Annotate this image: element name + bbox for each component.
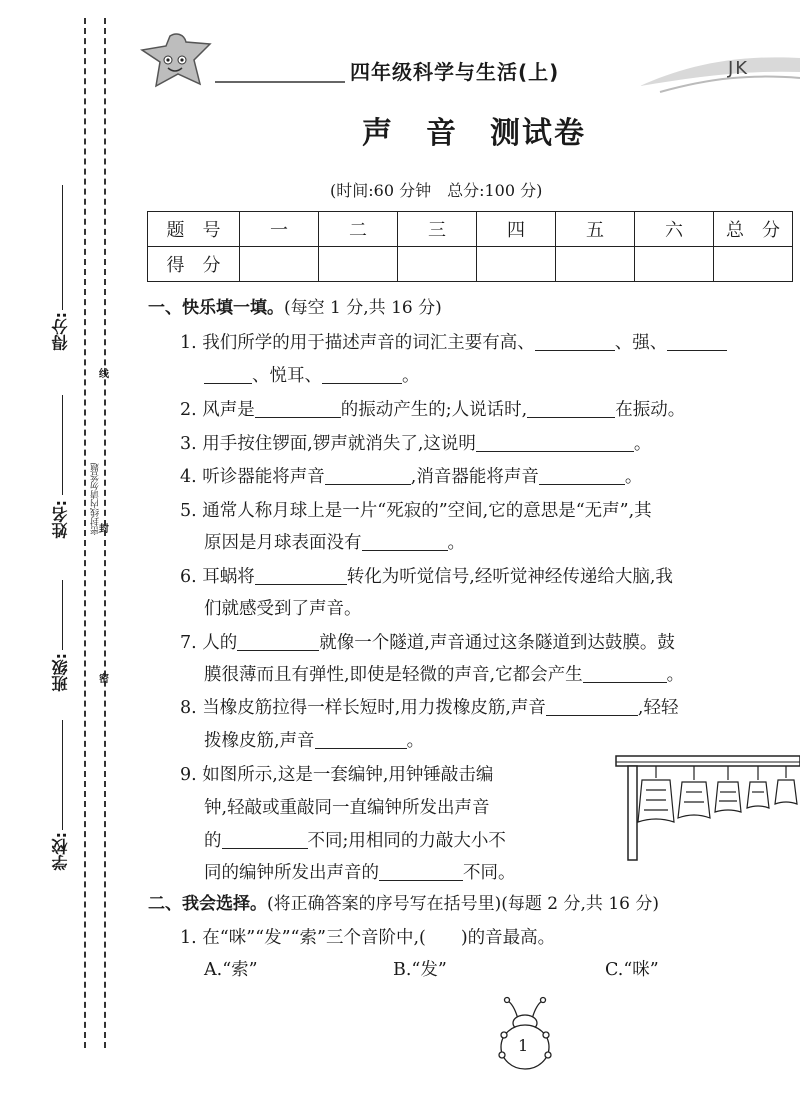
answer-blank[interactable] [535, 332, 615, 351]
question-line [180, 629, 675, 654]
seal-note: 密封线内请勿答题 [91, 463, 101, 535]
text: ,轻轻 [637, 698, 679, 718]
question-line [204, 661, 684, 686]
question-line [180, 396, 685, 421]
question-line [204, 827, 506, 852]
score-table [147, 211, 793, 282]
score-cell[interactable] [398, 247, 477, 282]
answer-blank[interactable] [379, 862, 463, 881]
col-header-total: 总 分 [714, 212, 793, 247]
question-line [180, 329, 727, 354]
answer-blank[interactable] [527, 399, 615, 418]
option-c[interactable]: C.“咪” [605, 960, 659, 980]
answer-blank[interactable] [237, 632, 319, 651]
text: 的振动产生的;人说话时, [340, 400, 528, 420]
score-cell[interactable] [635, 247, 714, 282]
text: 7. 人的 [180, 633, 238, 653]
score-cell[interactable] [319, 247, 398, 282]
question-line [180, 430, 651, 455]
edition-code: JK [728, 58, 750, 79]
question-line [180, 761, 493, 786]
score-cell[interactable] [477, 247, 556, 282]
text: 3. 用手按住锣面,锣声就消失了,这说明 [180, 434, 476, 454]
answer-blank[interactable] [539, 466, 625, 485]
section1-heading [148, 293, 442, 318]
table-row [148, 212, 793, 247]
text: 同的编钟所发出声音的 [204, 863, 379, 883]
text: 、强、 [614, 333, 668, 353]
answer-blank[interactable] [583, 664, 667, 683]
text: 的 [204, 831, 222, 851]
text: 不同。 [463, 863, 516, 883]
subject-title: 四年级科学与生活(上) [350, 60, 560, 84]
ladybug-icon [492, 995, 562, 1075]
class-write-line [62, 580, 63, 650]
col-header: 二 [319, 212, 398, 247]
text: 就像一个隧道,声音通过这条隧道到达鼓膜。鼓 [319, 633, 675, 653]
text: 4. 听诊器能将声音 [180, 467, 325, 487]
answer-blank[interactable] [315, 730, 407, 749]
table-row [148, 247, 793, 282]
text: 。 [666, 665, 685, 685]
option-b[interactable]: B.“发” [393, 960, 447, 980]
row-label-score: 得 分 [148, 247, 240, 282]
section2-note: (将正确答案的序号写在括号里)(每题 2 分,共 16 分) [267, 894, 659, 914]
answer-blank[interactable] [204, 365, 252, 384]
text: 。 [447, 533, 465, 553]
answer-blank[interactable] [255, 399, 341, 418]
text: ,消音器能将声音 [410, 467, 539, 487]
text: 膜很薄而且有弹性,即使是轻微的声音,它都会产生 [204, 665, 583, 685]
seal-char-seal: 封 [99, 524, 109, 535]
question-line [204, 362, 420, 387]
answer-blank[interactable] [222, 830, 308, 849]
answer-blank[interactable] [667, 332, 727, 351]
text: 转化为听觉信号,经听觉神经传递给大脑,我 [346, 567, 673, 587]
section2-heading [148, 889, 659, 914]
text: 1. 我们所学的用于描述声音的词汇主要有高、 [180, 333, 535, 353]
star-mascot-icon [140, 30, 230, 100]
text: 。 [633, 434, 652, 454]
school-write-line [62, 720, 63, 830]
answer-blank[interactable] [476, 433, 634, 452]
option-a[interactable]: A.“索” [204, 960, 258, 980]
header-swoosh [640, 48, 800, 98]
header-underline-left [215, 76, 345, 88]
section1-title: 一、快乐填一填。 [148, 298, 284, 318]
name-write-line [62, 395, 63, 495]
text: 。 [624, 467, 643, 487]
question-line [204, 859, 516, 884]
answer-blank[interactable] [546, 697, 638, 716]
score-label: 得分: [51, 312, 70, 351]
row-label-question: 题 号 [148, 212, 240, 247]
text: 在振动。 [615, 400, 686, 420]
section1-note: (每空 1 分,共 16 分) [284, 298, 442, 318]
text: 们就感受到了声音。 [204, 599, 362, 619]
text: 2. 风声是 [180, 400, 255, 420]
text: 6. 耳蜗将 [180, 567, 255, 587]
text: 原因是月球表面没有 [204, 533, 362, 553]
text: 、悦耳、 [252, 366, 322, 386]
question-line [180, 497, 652, 522]
question-line [180, 694, 678, 719]
chime-bells-illustration [612, 750, 800, 862]
col-header: 三 [398, 212, 477, 247]
text: 不同;用相同的力敲大小不 [307, 831, 506, 851]
section2-title: 二、我会选择。 [148, 894, 267, 914]
score-cell[interactable] [556, 247, 635, 282]
page-number: 1 [518, 1036, 529, 1055]
score-cell-total[interactable] [714, 247, 793, 282]
cut-line-outer [84, 18, 86, 1048]
question-line [204, 794, 490, 819]
exam-info: (时间:60 分钟 总分:100 分) [330, 181, 543, 200]
col-header: 六 [635, 212, 714, 247]
text: 钟,轻敲或重敲同一直编钟所发出声音 [204, 798, 490, 818]
col-header: 四 [477, 212, 556, 247]
answer-blank[interactable] [362, 532, 448, 551]
question-line [180, 463, 642, 488]
question-line [204, 595, 362, 620]
score-cell[interactable] [240, 247, 319, 282]
text: 。 [402, 366, 420, 386]
answer-blank[interactable] [325, 466, 411, 485]
text: 9. 如图所示,这是一套编钟,用钟锤敲击编 [180, 765, 494, 785]
text: 1. 在“咪”“发”“索”三个音阶中,( )的音最高。 [180, 928, 556, 948]
question-line [180, 924, 555, 949]
school-label: 学校: [51, 832, 70, 871]
class-label: 班级: [51, 653, 70, 692]
question-line [180, 563, 673, 588]
question-line [204, 529, 465, 554]
score-write-line [62, 185, 63, 310]
page-title: 声 音 测试卷 [362, 116, 586, 151]
col-header: 五 [556, 212, 635, 247]
seal-char-secret: 密 [99, 674, 109, 685]
name-label: 姓名: [51, 500, 70, 539]
answer-blank[interactable] [322, 365, 402, 384]
text: 。 [406, 731, 425, 751]
text: 5. 通常人称月球上是一片“死寂的”空间,它的意思是“无声”,其 [180, 501, 652, 521]
seal-char-line: 线 [99, 369, 109, 380]
col-header: 一 [240, 212, 319, 247]
question-line [204, 727, 424, 752]
text: 8. 当橡皮筋拉得一样长短时,用力拨橡皮筋,声音 [180, 698, 546, 718]
text: 拨橡皮筋,声音 [204, 731, 315, 751]
answer-blank[interactable] [255, 566, 347, 585]
